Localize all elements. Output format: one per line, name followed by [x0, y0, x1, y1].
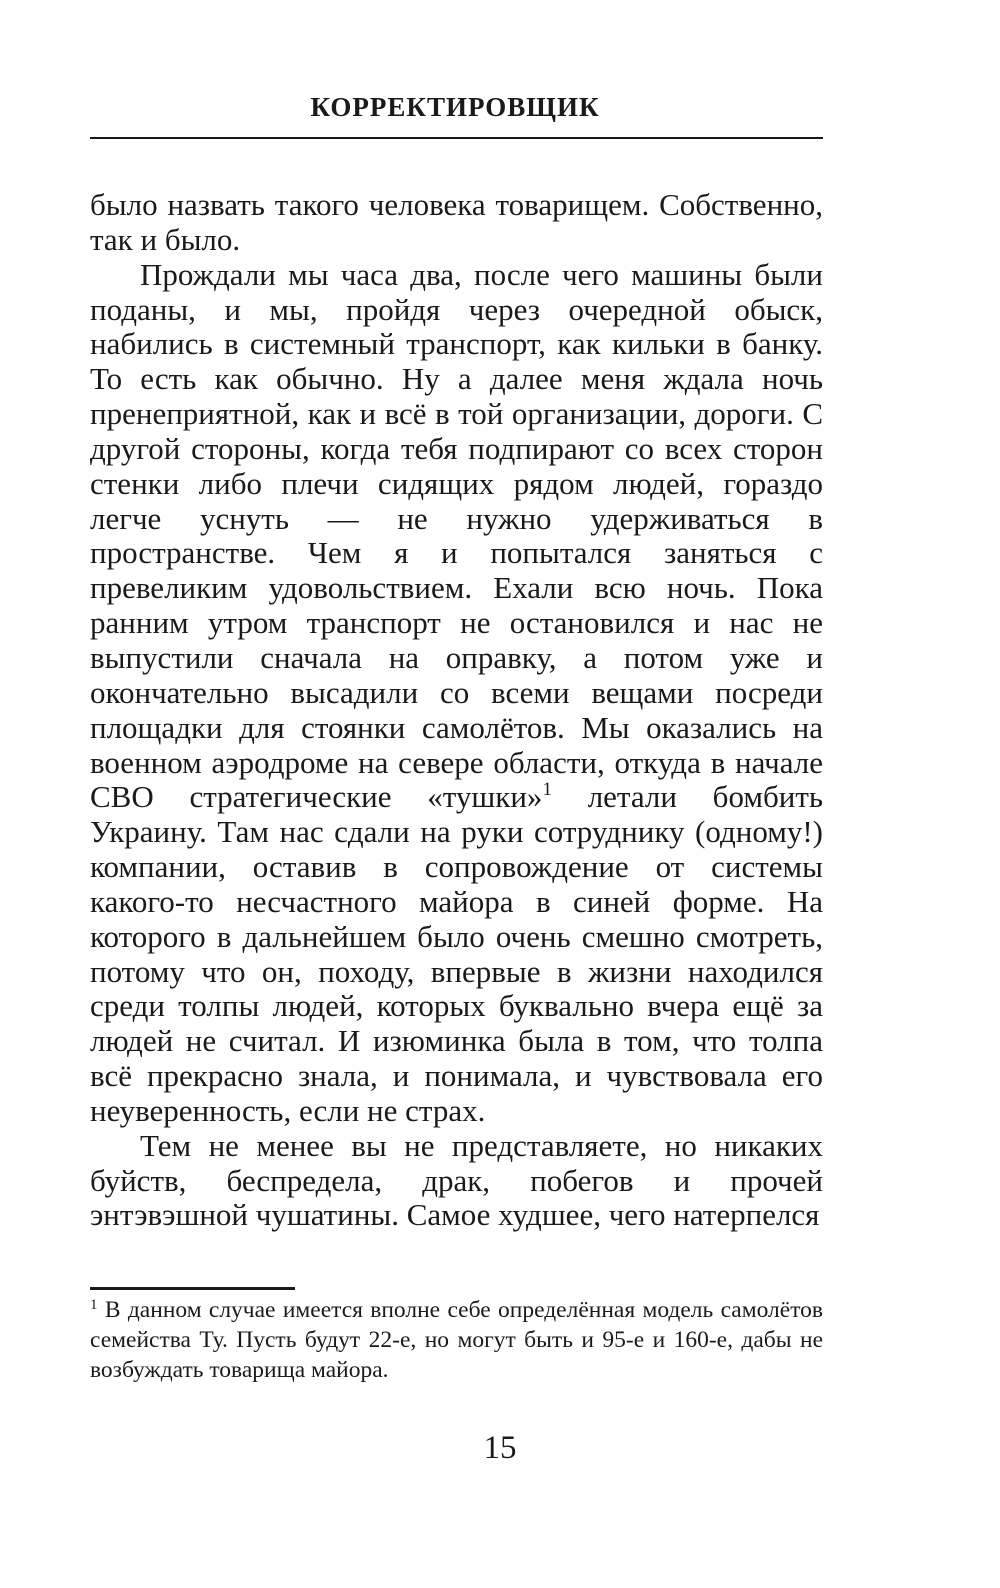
- footnote-marker: 1: [542, 779, 552, 801]
- paragraph-main-part2: летали бомбить Украину. Там нас сдали на руки сотруднику (одному!) компании, оставив в сопровождение от системы какого-то несчастного майора в синей форме. На которого в дальнейшем было очень смешно смотреть, потому что он, походу, впервые в жизни находился среди толпы людей, которых буквально вчера ещё за людей не считал. И изюминка была в том, что толпа всё прекрасно знала, и понимала, и чувствовала его неуверенность, если не страх.: [90, 779, 824, 1128]
- paragraph-main: [90, 258, 823, 1129]
- running-head: КОРРЕКТИРОВЩИК: [310, 92, 600, 122]
- header-rule: [90, 137, 823, 139]
- body-text: [90, 188, 823, 1233]
- footnote: [90, 1295, 823, 1385]
- page-number: 15: [483, 1430, 517, 1466]
- footnote-rule: [90, 1287, 295, 1290]
- paragraph-main-part1: Прождали мы часа два, после чего машины были поданы, и мы, пройдя через очередной обыск, набились в системный транспорт, как кильки в банку. То есть как обычно. Ну а далее меня ждала ночь пренеприятной, как и всё в той организации, дороги. С другой стороны, когда тебя подпирают со всех сторон стенки либо плечи сидящих рядом людей, гораздо легче уснуть — не нужно удерживаться в пространстве. Чем я и попытался заняться с превеликим удовольствием. Ехали всю ночь. Пока ранним утром транспорт не остановился и нас не выпустили сначала на оправку, а потом уже и окончательно высадили со всеми вещами посреди площадки для стоянки самолётов. Мы оказались на военном аэродроме на севере области, откуда в начале СВО стратегические «тушки»: [90, 256, 823, 815]
- footnote-text: В данном случае имеется вполне себе определённая модель самолётов семейства Ту. Пусть будут 22-е, но могут быть и 95-е и 160-е, дабы не возбуждать товарища майора.: [90, 1297, 824, 1383]
- paragraph-last: Тем не менее вы не представляете, но никаких буйств, беспредела, драк, побегов и прочей энтэвэшной чушатины. Самое худшее, чего натерпелся: [90, 1127, 823, 1233]
- paragraph-continued: было назвать такого человека товарищем. Собственно, так и было.: [90, 187, 823, 257]
- footnote-number: 1: [90, 1297, 98, 1313]
